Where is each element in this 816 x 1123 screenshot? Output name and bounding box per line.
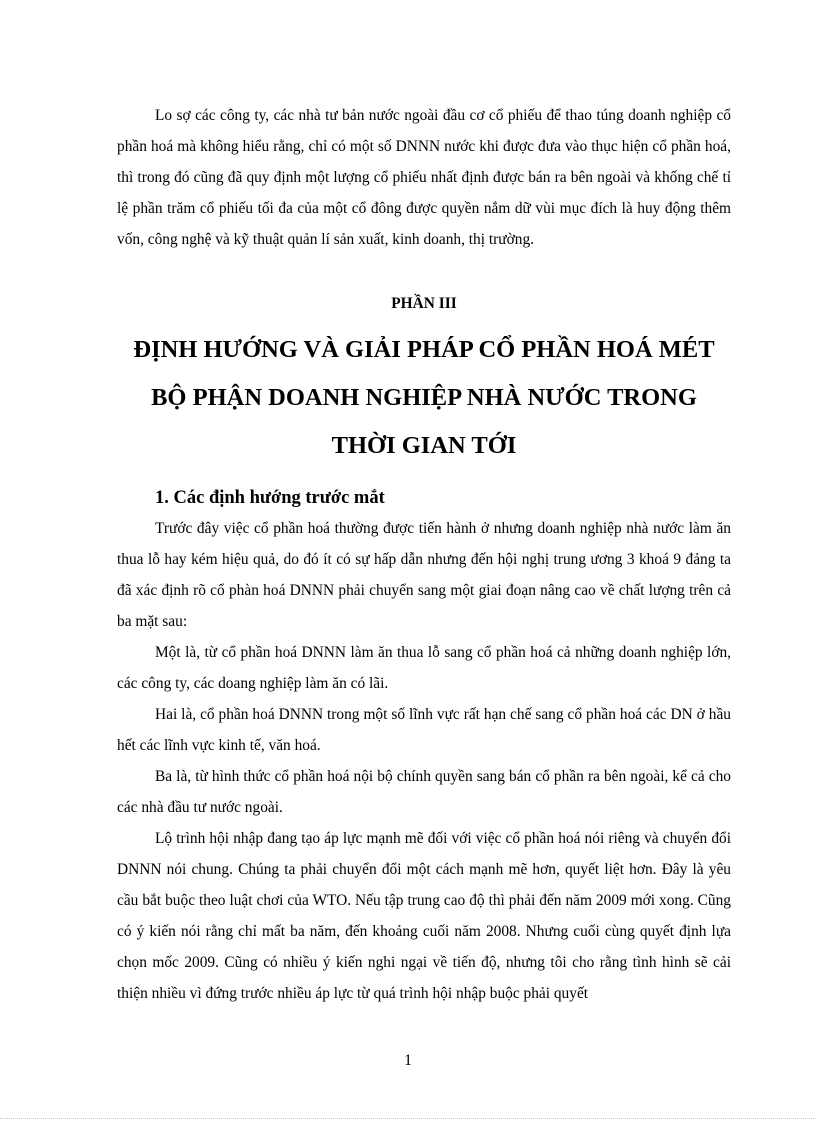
body-paragraph: Lộ trình hội nhập đang tạo áp lực mạnh mẽ đối với việc cổ phần hoá nói riêng và chuyển đổi DNNN nói chung. Chúng ta phải chuyển đổi một cách mạnh mẽ hơn, quyết liệt hơn. Đây là yêu cầu bắt buộc theo luật chơi của WTO. Nếu tập trung cao độ thì phải đến năm 2009 mới xong. Cũng có ý kiến nói rằng chỉ mất ba năm, đến khoảng cuối năm 2008. Nhưng cuối cùng quyết định lựa chọn mốc 2009. Cũng có nhiều ý kiến nghi ngại về tiến độ, nhưng tôi cho rằng tình hình sẽ cải thiện nhiều vì đứng trước nhiều áp lực từ quá trình hội nhập buộc phải quyết (117, 830, 731, 1002)
page-bottom-divider (0, 1118, 816, 1119)
section-heading: 1. Các định hướng trước mắt (155, 488, 385, 508)
main-title: ĐỊNH HƯỚNG VÀ GIẢI PHÁP CỔ PHẦN HOÁ MÉT BỘ PHẬN DOANH NGHIỆP NHÀ NƯỚC TRONG THỜI GIAN TỚI (133, 336, 715, 459)
page-number: 1 (404, 1052, 412, 1069)
body-paragraph: Một là, từ cổ phần hoá DNNN làm ăn thua lỗ sang cổ phần hoá cả những doanh nghiệp lớn, các công ty, các doang nghiệp làm ăn có lãi. (117, 644, 731, 692)
page-content (117, 100, 731, 1009)
body-paragraph: Hai là, cổ phần hoá DNNN trong một số lĩnh vực rất hạn chế sang cổ phần hoá các DN ở hầu hết các lĩnh vực kinh tế, văn hoá. (117, 706, 731, 754)
body-paragraph: Ba là, từ hình thức cổ phần hoá nội bộ chính quyền sang bán cổ phần ra bên ngoài, kể cả cho các nhà đầu tư nước ngoài. (117, 768, 731, 816)
body-paragraph: Lo sợ các công ty, các nhà tư bản nước ngoài đầu cơ cổ phiếu để thao túng doanh nghiệp cổ phần hoá mà không hiểu rằng, chỉ có một số DNNN nước khi được đưa vào thục hiện cổ phần hoá, thì trong đó cũng đã quy định một lượng cổ phiếu nhất định được bán ra bên ngoài và khống chế tỉ lệ phần trăm cổ phiếu tối đa của một cổ đông được quyền nắm dữ vùi mục đích là huy động thêm vốn, công nghệ và kỹ thuật quản lí sản xuất, kinh doanh, thị trường. (117, 107, 731, 248)
body-paragraph: Trước đây việc cổ phần hoá thường được tiến hành ở nhưng doanh nghiệp nhà nước làm ăn thua lỗ hay kém hiệu quả, do đó ít có sự hấp dẫn nhưng đến hội nghị trung ương 3 khoá 9 đảng ta đã xác định rõ cổ phàn hoá DNNN phải chuyển sang một giai đoạn nâng cao về chất lượng trên cả ba mặt sau: (117, 520, 731, 630)
part-label: PHẦN III (391, 295, 457, 312)
